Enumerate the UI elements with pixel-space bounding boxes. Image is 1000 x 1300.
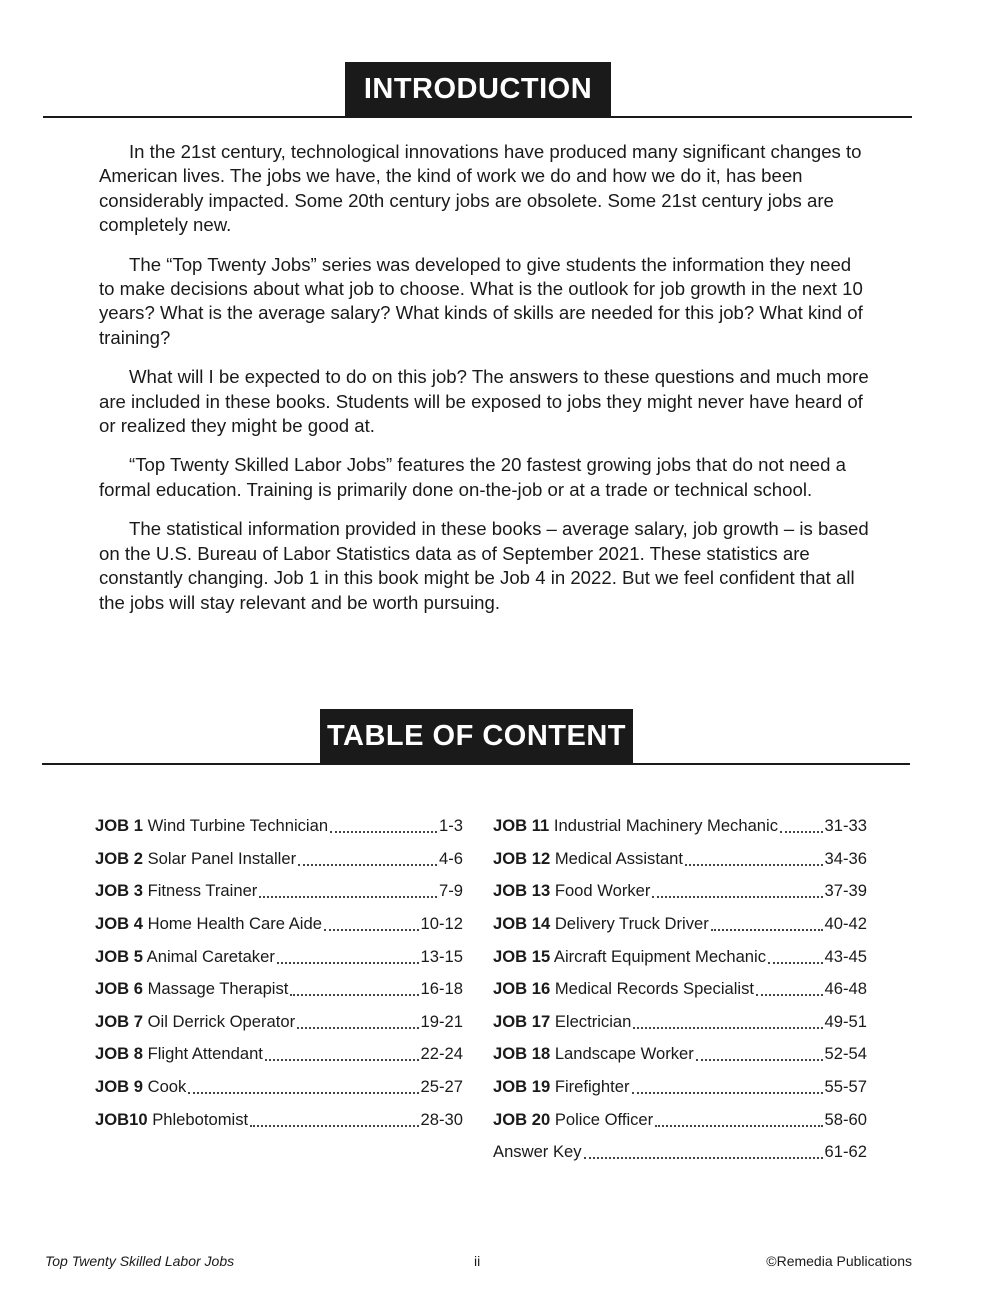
toc-entry <box>493 875 867 908</box>
toc-entry <box>95 1071 463 1104</box>
toc-dot-leader <box>324 929 419 931</box>
toc-entry-label <box>493 1044 694 1064</box>
toc-job-number: JOB 18 <box>493 1044 551 1064</box>
intro-paragraph: In the 21st century, technological innovations have produced many significant changes to American lives. The jobs we have, the kind of work we do and how we do it, has been considerably impacted. Some 20th century jobs are obsolete. Some 21st century jobs are completely new. <box>99 141 862 236</box>
toc-page-range: 37-39 <box>824 881 867 901</box>
toc-dot-leader <box>250 1125 418 1127</box>
toc-dot-leader <box>696 1059 823 1061</box>
toc-job-number: JOB 1 <box>95 816 143 836</box>
toc-job-title: Medical Records Specialist <box>554 979 755 999</box>
intro-paragraph: The “Top Twenty Jobs” series was developed to give students the information they need to make decisions about what job to choose. What is the outlook for job growth in the next 10 years? What is the average salary? What kinds of skills are needed for this job? What kind of training? <box>99 253 863 348</box>
toc-dot-leader <box>768 962 823 964</box>
toc-job-number: JOB 19 <box>493 1077 551 1097</box>
intro-paragraph: What will I be expected to do on this job? The answers to these questions and much more are included in these books. Students will be exposed to jobs they might never have heard of or realized they might be good at. <box>99 366 869 437</box>
toc-page-range: 43-45 <box>824 946 867 966</box>
toc-job-number: JOB 4 <box>95 914 143 934</box>
toc-entry-label <box>95 1077 186 1097</box>
toc-job-number: JOB 17 <box>493 1011 551 1031</box>
toc-entry <box>95 810 463 843</box>
toc-entry-label <box>95 1110 248 1130</box>
toc-job-number: JOB 14 <box>493 914 551 934</box>
toc-entry-label <box>95 979 288 999</box>
toc-dot-leader <box>711 929 823 931</box>
toc-job-number: JOB 9 <box>95 1077 143 1097</box>
toc-entry-label <box>493 979 754 999</box>
toc-entry-label <box>95 816 328 836</box>
toc-entry-label <box>493 914 709 934</box>
toc-entry <box>95 1103 463 1136</box>
toc-job-title: Police Officer <box>554 1109 654 1129</box>
toc-job-title: Cook <box>147 1077 187 1097</box>
footer-book-title: Top Twenty Skilled Labor Jobs <box>45 1253 235 1269</box>
toc-job-number: JOB 15 <box>493 946 551 966</box>
toc-job-number: JOB 2 <box>95 848 143 868</box>
toc-page-range: 61-62 <box>824 1142 867 1162</box>
toc-entry <box>493 1071 867 1104</box>
toc-job-title: Phlebotomist <box>152 1109 249 1129</box>
toc-job-title: Wind Turbine Technician <box>147 816 329 836</box>
toc-entry <box>95 940 463 973</box>
toc-dot-leader <box>277 962 419 964</box>
toc-entry <box>493 843 867 876</box>
toc-job-number: JOB 13 <box>493 881 551 901</box>
toc-page-range: 28-30 <box>420 1109 463 1129</box>
toc-job-number: JOB 20 <box>493 1109 551 1129</box>
toc-dot-leader <box>633 1027 822 1029</box>
toc-entry-label <box>95 881 257 901</box>
toc-job-title: Industrial Machinery Mechanic <box>553 816 779 836</box>
toc-job-title: Massage Therapist <box>147 979 289 999</box>
toc-entry-label <box>95 849 296 869</box>
toc-entry-label <box>493 816 778 836</box>
toc-dot-leader <box>685 864 823 866</box>
intro-paragraph: The statistical information provided in these books – average salary, job growth – is based on the U.S. Bureau of Labor Statistics data as of September 2021. These statistics are constantly changing. Job 1 in this book might be Job 4 in 2022. But we feel confident that all the jobs will stay relevant and be worth pursuing. <box>99 518 869 613</box>
toc-job-title: Flight Attendant <box>147 1044 263 1064</box>
footer-page-number: ii <box>474 1253 481 1269</box>
toc-dot-leader <box>259 896 437 898</box>
toc-page-range: 10-12 <box>420 914 463 934</box>
toc-page-range: 52-54 <box>824 1044 867 1064</box>
toc-page-range: 49-51 <box>824 1011 867 1031</box>
toc-page-range: 13-15 <box>420 946 463 966</box>
footer-publisher: ©Remedia Publications <box>766 1253 912 1269</box>
toc-job-title: Oil Derrick Operator <box>147 1011 296 1031</box>
intro-paragraph: “Top Twenty Skilled Labor Jobs” features the 20 fastest growing jobs that do not need a formal education. Training is primarily done on-the-job or at a trade or technical school. <box>99 454 846 500</box>
toc-job-title: Delivery Truck Driver <box>554 914 709 934</box>
toc-entry-label <box>95 947 275 967</box>
toc-dot-leader <box>290 994 418 996</box>
toc-dot-leader <box>298 864 437 866</box>
toc-dot-leader <box>297 1027 418 1029</box>
toc-entry <box>95 843 463 876</box>
toc-job-title: Electrician <box>554 1011 632 1031</box>
toc-dot-leader <box>265 1059 419 1061</box>
toc-entry <box>493 810 867 843</box>
toc-page-range: 40-42 <box>824 914 867 934</box>
toc-left-column <box>95 810 463 1136</box>
toc-dot-leader <box>188 1092 418 1094</box>
toc-rule <box>42 763 910 765</box>
toc-job-number: JOB 11 <box>493 816 550 836</box>
toc-dot-leader <box>632 1092 823 1094</box>
toc-job-number: JOB 16 <box>493 979 551 999</box>
toc-job-title: Food Worker <box>554 881 651 901</box>
toc-job-title: Medical Assistant <box>554 848 684 868</box>
toc-entry <box>493 973 867 1006</box>
toc-right-column <box>493 810 867 1169</box>
toc-entry-label <box>493 849 683 869</box>
toc-job-number: JOB 12 <box>493 848 551 868</box>
toc-entry <box>493 1038 867 1071</box>
toc-entry-label <box>95 1044 263 1064</box>
toc-entry-label <box>493 1110 653 1130</box>
toc-job-title: Home Health Care Aide <box>147 914 322 934</box>
toc-job-number: JOB 6 <box>95 979 143 999</box>
toc-job-title: Landscape Worker <box>554 1044 694 1064</box>
toc-job-title: Answer Key <box>493 1142 582 1162</box>
introduction-heading: INTRODUCTION <box>345 62 611 117</box>
toc-entry <box>493 908 867 941</box>
toc-entry <box>493 1006 867 1039</box>
toc-job-number: JOB 7 <box>95 1011 143 1031</box>
toc-dot-leader <box>330 831 437 833</box>
toc-job-title: Firefighter <box>554 1077 630 1097</box>
toc-page-range: 4-6 <box>439 848 463 868</box>
toc-dot-leader <box>584 1157 823 1159</box>
toc-entry-label <box>493 1077 630 1097</box>
toc-entry-label <box>493 881 650 901</box>
toc-dot-leader <box>780 831 823 833</box>
introduction-rule <box>43 116 912 118</box>
toc-job-number: JOB 5 <box>95 946 143 966</box>
toc-page-range: 19-21 <box>420 1011 463 1031</box>
toc-job-title: Solar Panel Installer <box>147 848 297 868</box>
toc-job-title: Fitness Trainer <box>147 881 258 901</box>
toc-entry-label <box>493 947 766 967</box>
toc-job-number: JOB10 <box>95 1109 148 1129</box>
introduction-body <box>99 140 869 630</box>
toc-job-title: Aircraft Equipment Mechanic <box>553 946 767 966</box>
toc-job-number: JOB 3 <box>95 881 143 901</box>
toc-page-range: 7-9 <box>439 881 463 901</box>
toc-entry <box>95 1006 463 1039</box>
toc-entry <box>95 875 463 908</box>
toc-job-number: JOB 8 <box>95 1044 143 1064</box>
toc-page-range: 1-3 <box>439 816 463 836</box>
toc-entry-label <box>95 1012 295 1032</box>
toc-dot-leader <box>652 896 822 898</box>
toc-entry <box>95 973 463 1006</box>
toc-entry <box>95 908 463 941</box>
toc-page-range: 16-18 <box>420 979 463 999</box>
toc-heading: TABLE OF CONTENT <box>320 709 633 764</box>
toc-entry-label <box>493 1012 631 1032</box>
toc-entry-label <box>95 914 322 934</box>
toc-entry-label <box>493 1142 582 1162</box>
toc-page-range: 25-27 <box>420 1077 463 1097</box>
toc-page-range: 22-24 <box>420 1044 463 1064</box>
toc-page-range: 55-57 <box>824 1077 867 1097</box>
toc-job-title: Animal Caretaker <box>146 946 275 966</box>
toc-entry <box>493 940 867 973</box>
toc-entry <box>95 1038 463 1071</box>
toc-dot-leader <box>756 994 823 996</box>
toc-page-range: 31-33 <box>824 816 867 836</box>
toc-page-range: 46-48 <box>824 979 867 999</box>
toc-dot-leader <box>655 1125 822 1127</box>
toc-entry <box>493 1103 867 1136</box>
toc-page-range: 58-60 <box>824 1109 867 1129</box>
toc-page-range: 34-36 <box>824 848 867 868</box>
toc-entry <box>493 1136 867 1169</box>
